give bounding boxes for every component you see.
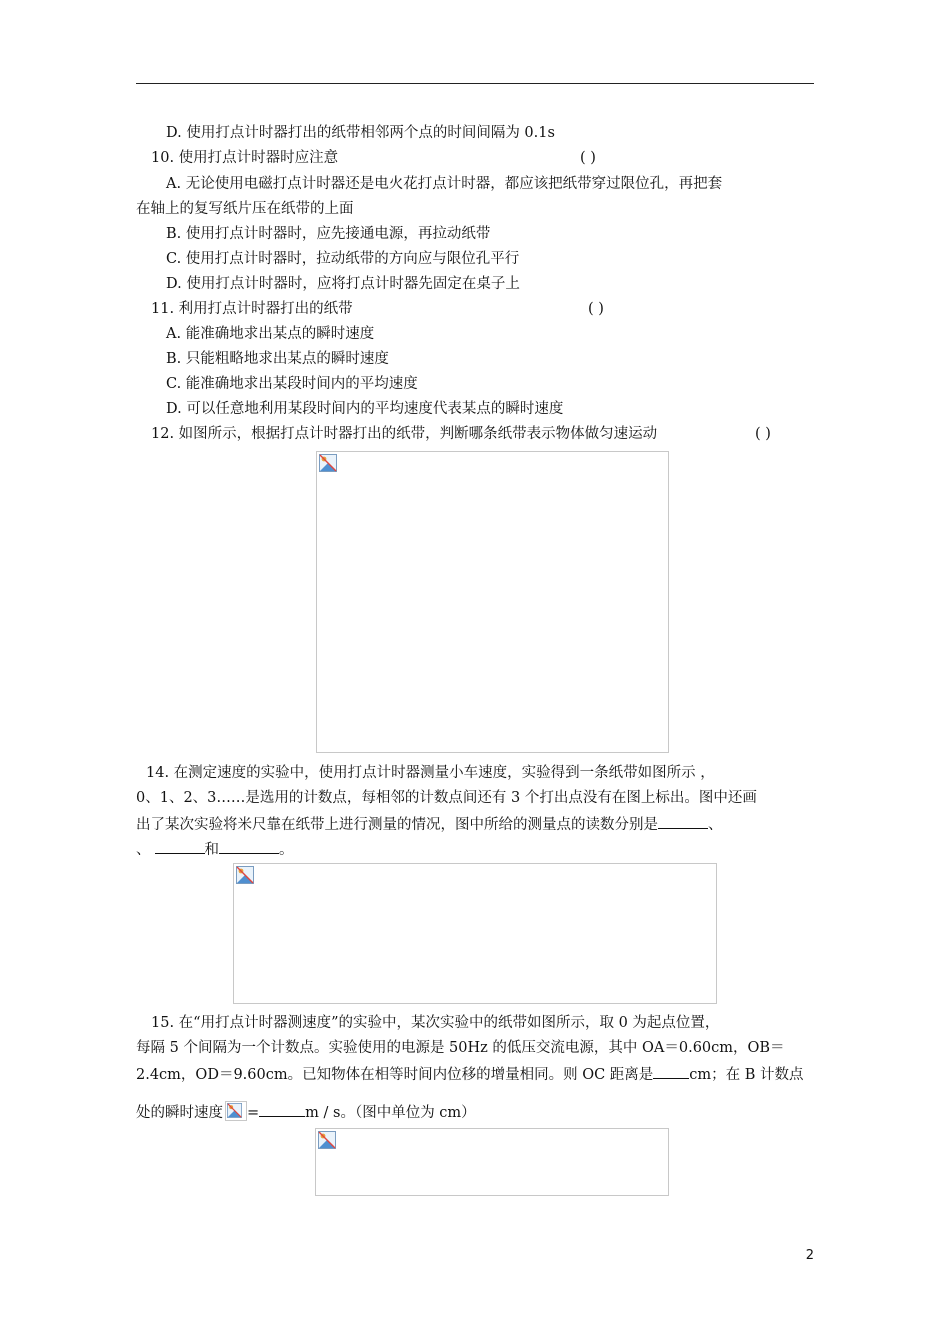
q11-stem: 11. 利用打点计时器打出的纸带 (151, 301, 353, 317)
q10-stem: 10. 使用打点计时器时应注意 (151, 150, 339, 166)
header-rule (136, 83, 814, 84)
q15-line4 (136, 1101, 476, 1123)
q12-answer-paren: ( ) (755, 426, 771, 442)
q14-line4 (136, 838, 294, 860)
q14-line3 (136, 813, 723, 835)
q12-figure-placeholder (316, 451, 669, 753)
broken-image-icon (227, 1103, 242, 1118)
q15-line3 (136, 1063, 804, 1085)
broken-image-icon (319, 454, 337, 472)
q10-answer-paren: ( ) (580, 150, 596, 166)
q10-option-a-line1: A. 无论使用电磁打点计时器还是电火花打点计时器，都应该把纸带穿过限位孔，再把套 (166, 176, 723, 192)
q15-line3-text: 2.4cm，OD＝9.60cm。已知物体在相等时间内位移的增量相同。则 OC 距离是 (136, 1067, 654, 1083)
q14-line1: 14. 在测定速度的实验中，使用打点计时器测量小车速度，实验得到一条纸带如图所示 ， (146, 765, 715, 781)
q14-blank-3[interactable] (219, 838, 279, 854)
q14-line3-sep: 、 (708, 817, 723, 833)
q9-option-d: D. 使用打点计时器打出的纸带相邻两个点的时间间隔为 0.1s (166, 125, 555, 141)
q10-option-b: B. 使用打点计时器时，应先接通电源，再拉动纸带 (166, 226, 491, 242)
q14-line4-and: 和 (204, 842, 219, 858)
q15-line2: 每隔 5 个间隔为一个计数点。实验使用的电源是 50Hz 的低压交流电源，其中 OA＝0.60cm，OB＝ (136, 1040, 785, 1056)
q14-blank-2[interactable] (155, 838, 205, 854)
q11-option-b: B. 只能粗略地求出某点的瞬时速度 (166, 351, 389, 367)
q11-option-d: D. 可以任意地利用某段时间内的平均速度代表某点的瞬时速度 (166, 401, 564, 417)
q11-option-c: C. 能准确地求出某段时间内的平均速度 (166, 376, 418, 392)
q15-equals: = (247, 1105, 260, 1121)
q10-option-a-line2: 在轴上的复写纸片压在纸带的上面 (136, 201, 354, 217)
q11-answer-paren: ( ) (588, 301, 604, 317)
page-number: 2 (805, 1248, 814, 1263)
q15-blank-oc[interactable] (653, 1063, 689, 1079)
q15-line4-text: 处的瞬时速度 (136, 1105, 223, 1121)
q10-option-c: C. 使用打点计时器时，拉动纸带的方向应与限位孔平行 (166, 251, 520, 267)
q15-blank-vb[interactable] (259, 1101, 305, 1117)
q14-line3-text: 出了某次实验将米尺靠在纸带上进行测量的情况，图中所给的测量点的读数分别是 (136, 817, 658, 833)
q15-inline-formula-image (225, 1101, 247, 1121)
q15-line1: 15. 在“用打点计时器测速度”的实验中，某次实验中的纸带如图所示，取 0 为起点位置， (151, 1015, 720, 1031)
q14-blank-1[interactable] (658, 813, 708, 829)
q14-line2: 0、1、2、3……是选用的计数点，每相邻的计数点间还有 3 个打出点没有在图上标出。图中还画 (136, 790, 757, 806)
q10-option-d: D. 使用打点计时器时，应将打点计时器先固定在桌子上 (166, 276, 520, 292)
broken-image-icon (236, 866, 254, 884)
q14-figure-placeholder (233, 863, 717, 1004)
q15-line4-unit: m / s。（图中单位为 cm） (305, 1105, 476, 1121)
q14-line4-end: 。 (279, 842, 294, 858)
q14-line4-sep: 、 (136, 842, 151, 858)
q15-figure-placeholder (315, 1128, 669, 1196)
q11-option-a: A. 能准确地求出某点的瞬时速度 (166, 326, 375, 342)
q15-line3-end: cm；在 B 计数点 (689, 1067, 804, 1083)
broken-image-icon (318, 1131, 336, 1149)
q12-stem: 12. 如图所示，根据打点计时器打出的纸带，判断哪条纸带表示物体做匀速运动 (151, 426, 658, 442)
